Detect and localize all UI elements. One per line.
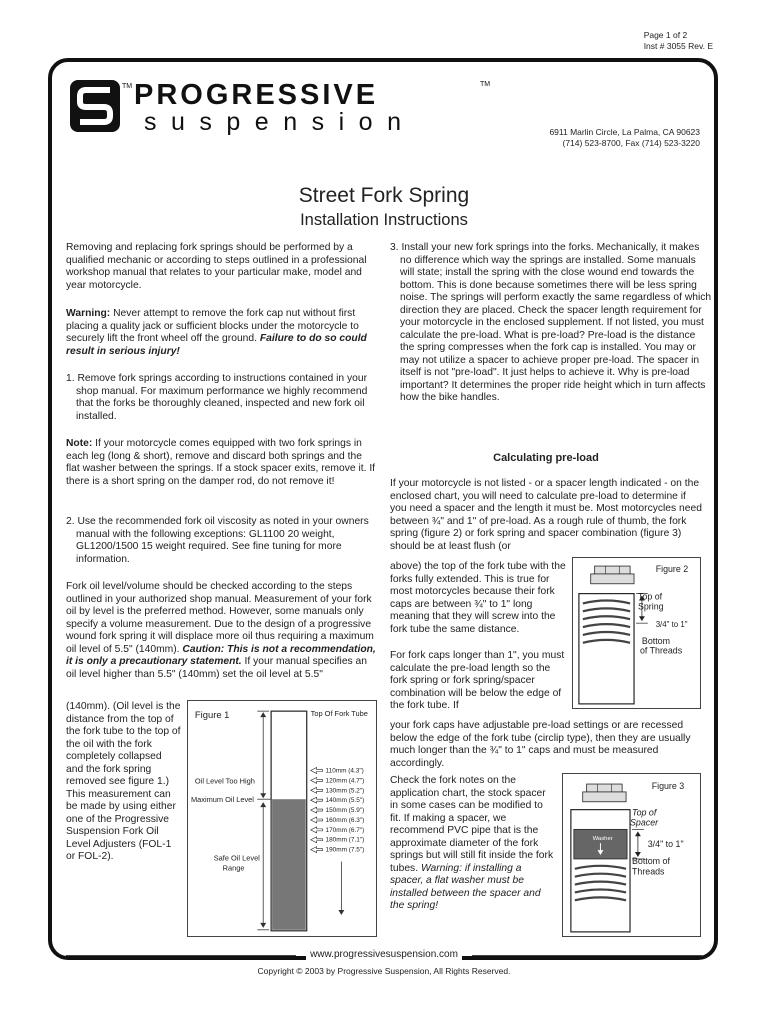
oil-level-text: Fork oil level/volume should be checked according to the steps outlined in your authorized shop manual. Measurement of your fork oil by level is the preferred method. However, some manuals only specify a volume measurement. Due to the design of a progressive wound fork spring it will displace more oil thus requiring a maximum oil level of 5.5" (140mm). (66, 581, 374, 655)
top-of-spacer-label: Top of (631, 807, 657, 818)
washer-label: Washer (592, 836, 613, 843)
website-link[interactable]: www.progressivesuspension.com (306, 949, 462, 960)
range-label: Range (222, 863, 245, 873)
fork-spring-icon (575, 866, 626, 900)
threads-label: Threads (631, 866, 665, 877)
fork-tube-3 (571, 810, 630, 932)
spacer-text: Check the fork notes on the application chart, the stock spacer in some cases can be modified to fit. If making a spacer, we recommend PVC pipe that is the approximate diameter of the fork springs but will still fit inside the fork tubes. (390, 775, 554, 874)
page-title: Street Fork Spring (298, 184, 470, 207)
fork-cap-icon (583, 784, 626, 802)
maximum-oil-level-label: Maximum Oil Level (190, 795, 254, 805)
page-number: Page 1 of 2 (643, 30, 688, 40)
preload-paragraph-4: your fork caps have adjustable pre-load settings or are recessed below the edge of the fork tube (circlip type), then they are usually much longer than the ¾" to 1" caps and must be measured accordingly. (390, 720, 691, 769)
figure-2-dimension: 3/4" to 1" (655, 620, 688, 630)
fork-cap-icon (591, 566, 634, 584)
measurement-marks (311, 767, 365, 853)
company-address (549, 127, 700, 149)
of-threads-label: of Threads (639, 645, 683, 656)
warning-paragraph (66, 308, 376, 358)
phone-line: (714) 523-8700, Fax (714) 523-3220 (562, 138, 700, 148)
mark-190: 190mm (7.5") (325, 846, 365, 854)
logo-top-text: PROGRESSIVE (134, 79, 379, 111)
figure-2 (572, 557, 701, 709)
logo-tm-2: TM (480, 81, 491, 88)
figure-1-title: Figure 1 (194, 709, 230, 721)
note-label: Note: (66, 438, 93, 449)
step-3: 3. Install your new fork springs into the forks. Mechanically, it makes no difference which way the springs are installed. Some manuals will state; install the spring with the close wound end towards the bottom. This is done because sometimes there will be less spring noise. The springs will perform exactly the same regardless of which direction they are placed. Check the spacer length requirement for your motorcycle in the enclosed supplement. If not listed, you must calculate the pre-load. What is pre-load? Pre-load is the distance the spring compresses when the fork cap is installed. You may or may not utilize a spacer to achieve proper pre-load. The spacer in itself is not "pre-load". It just helps to achieve it. Why is pre-load important? It determines the proper ride height which in turn affects how the bike handles. (390, 242, 712, 403)
oil-level-text-2: If your manual specifies an oil level higher than 5.5" (140mm) set the oil level at 5.5" (66, 656, 368, 680)
oil-level-paragraph (66, 581, 378, 681)
warning-emphasis: Failure to do so could result in serious injury! (66, 333, 367, 357)
mark-150: 150mm (5.9") (325, 807, 365, 815)
note-paragraph (66, 438, 376, 488)
footer-website[interactable] (0, 949, 768, 960)
address-line: 6911 Marlin Circle, La Palma, CA 90623 (549, 127, 700, 137)
step-1: 1. Remove fork springs according to instructions contained in your shop manual. For maximum performance we highly recommend that the forks be thoroughly cleaned, inspected and new fork oil installed. (66, 373, 368, 422)
oil-level-continued: (140mm). (Oil level is the distance from the top of the fork tube to the top of the oil with the fork completely collapsed and the fork spring removed see figure 1.) This measurement can be made by using either one of the Progressive Suspension Fork Oil Level Adjusters (FOL-1 or FOL-2). (66, 701, 181, 862)
mark-160: 160mm (6.3") (325, 816, 365, 824)
progressive-logo (70, 76, 540, 136)
preload-paragraph-2: above) the top of the fork tube with the forks fully extended. This is true for most motorcycles because their fork caps are between ¾" to 1" long meaning that they will screw into the fork tube the same distance. (390, 561, 566, 635)
bottom-of-label: Bottom of (631, 855, 670, 866)
safe-oil-level-label: Safe Oil Level (213, 853, 260, 863)
mark-110: 110mm (4.3") (325, 767, 364, 775)
figure-2-title: Figure 2 (655, 563, 689, 574)
logo-tm: TM (122, 83, 133, 90)
footer-copyright: Copyright © 2003 by Progressive Suspension, All Rights Reserved. (257, 966, 511, 976)
top-of-fork-tube-label: Top Of Fork Tube (310, 709, 368, 719)
bottom-label: Bottom (641, 635, 670, 646)
page-info (644, 30, 713, 52)
fork-oil (272, 799, 306, 930)
mark-180: 180mm (7.1") (325, 836, 365, 844)
calculating-preload-heading: Calculating pre-load (493, 452, 599, 464)
mark-170: 170mm (6.7") (325, 826, 365, 834)
fork-spring-icon (583, 601, 630, 643)
logo-bottom-text: suspension (144, 108, 416, 136)
caution-text: Caution: This is not a recommendation, it is only a precautionary statement. (66, 643, 376, 667)
note-text: If your motorcycle comes equipped with two fork springs in each leg (long & short), remove and discard both springs and the flat washer between the springs. If a stock spacer exits, remove it. If there is a short spring on the damper rod, do not remove it! (66, 438, 376, 487)
mark-140: 140mm (5.5") (325, 797, 365, 805)
warning-text: Never attempt to remove the fork cap nut without first placing a quality jack or sufficient blocks under the motorcycle to securely lift the front wheel off the ground. (66, 308, 359, 344)
page-subtitle: Installation Instructions (300, 211, 468, 229)
ps-logo-icon (70, 80, 120, 132)
mark-120: 120mm (4.7") (325, 777, 365, 785)
preload-paragraph: If your motorcycle is not listed - or a spacer length indicated - on the enclosed chart, you will need to calculate pre-load to determine if you need a spacer and the length it must be. Most motorcycles need between ¾" and 1" of pre-load. As a rough rule of thumb, the fork spring (figure 2) or fork spring and spacer combination (figure 3) should be at least flush (or (390, 478, 702, 552)
figure-3 (562, 773, 701, 937)
figure-3-dimension: 3/4" to 1" (647, 839, 684, 850)
mark-130: 130mm (5.2") (325, 787, 365, 795)
oil-level-too-high-label: Oil Level Too High (194, 776, 255, 786)
spacer-label: Spacer (630, 817, 659, 828)
figure-1 (187, 700, 377, 937)
instruction-number: Inst # 3055 Rev. E (643, 41, 713, 51)
warning-label: Warning: (66, 308, 111, 319)
step-2: 2. Use the recommended fork oil viscosity as noted in your owners manual with the following exceptions: GL1100 20 weight, GL1200/1500 15 weight required. See fine tuning for more information. (66, 516, 369, 565)
intro-paragraph: Removing and replacing fork springs should be performed by a qualified mechanic or according to steps outlined in a professional workshop manual that relates to your particular make, model and year motorcycle. (66, 242, 367, 291)
figure-3-title: Figure 3 (651, 780, 685, 791)
top-of-spring-label: Top of (637, 591, 663, 602)
spacer-warning: Warning: if installing a spacer, a flat washer must be installed between the spacer and the spring! (390, 862, 541, 911)
spring-label: Spring (637, 601, 664, 612)
spacer-paragraph (390, 775, 556, 913)
preload-paragraph-3: For fork caps longer than 1", you must calculate the pre-load length so the fork spring or fork spring/spacer combination will be below the edge of the fork tube. If (390, 650, 565, 711)
